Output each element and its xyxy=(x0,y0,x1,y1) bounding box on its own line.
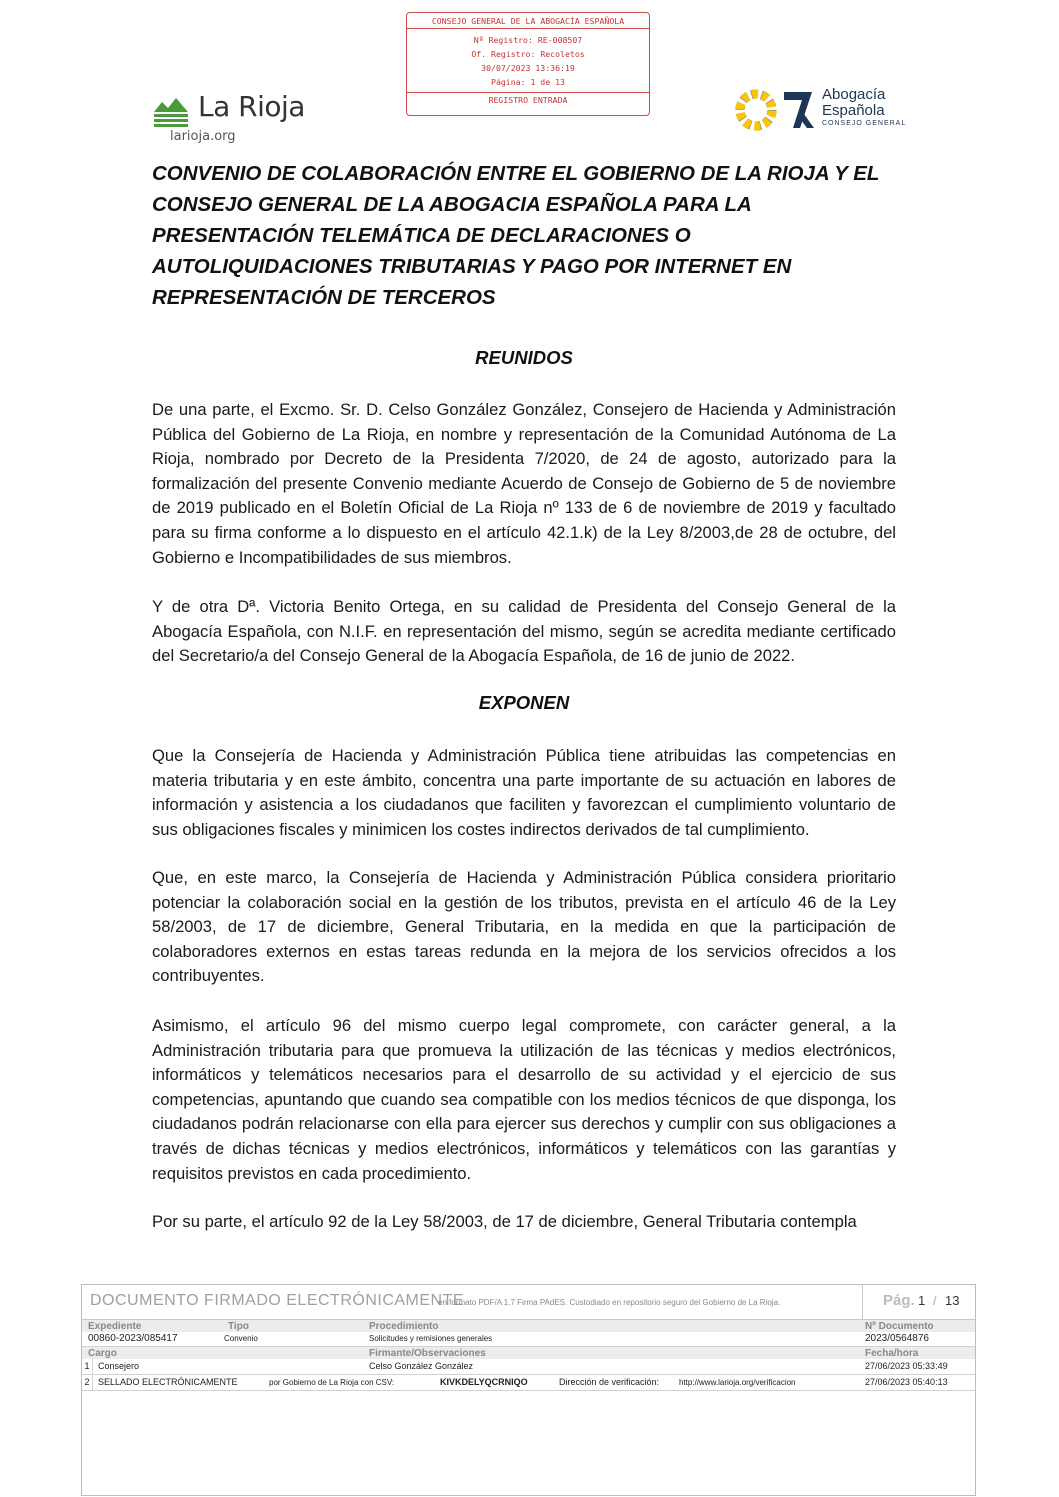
registry-stamp xyxy=(406,12,650,116)
value-tipo: Convenio xyxy=(224,1334,258,1343)
meta-value-row xyxy=(82,1332,975,1347)
sdg-wheel-icon xyxy=(734,88,778,132)
paragraph-5: Asimismo, el artículo 96 del mismo cuerpo legal compromete, con carácter general, a la Administración tributaria para que promueva la utilización de las técnicas y medios electrónicos, informáticos y telemáticos necesarios para el desarrollo de su actividad y el ejercicio de sus competencias, apuntando que cuando sea compatible con los medios técnicos de que disponga, los ciudadanos podrán relacionarse con ella para ejercer sus derechos y cumplir con sus obligaciones a través de dichas técnicas y medios electrónicos, informáticos y telemáticos con las garantías y requisitos previstos en cada procedimiento. xyxy=(152,1016,896,1183)
header-firmante: Firmante/Observaciones xyxy=(369,1348,486,1359)
stamp-registro: Nº Registro: RE-008507 xyxy=(473,35,583,45)
stamp-footer: REGISTRO ENTRADA xyxy=(407,92,649,107)
header-fecha: Fecha/hora xyxy=(865,1348,919,1359)
footer-subtitle: en formato PDF/A 1.7 Firma PAdES. Custodiado en repositorio seguro del Gobierno de La Rioja. xyxy=(438,1298,781,1307)
signature-index: 2 xyxy=(82,1375,93,1390)
page-total: 13 xyxy=(945,1293,960,1308)
abogacia-a-icon xyxy=(782,90,816,130)
heading-exponen: EXPONEN xyxy=(478,692,570,713)
signature-fecha: 27/06/2023 05:40:13 xyxy=(865,1377,948,1387)
value-documento: 2023/0564876 xyxy=(865,1333,929,1344)
page-separator: / xyxy=(933,1293,937,1308)
stamp-header: CONSEJO GENERAL DE LA ABOGACÍA ESPAÑOLA xyxy=(407,13,649,29)
header-procedimiento: Procedimiento xyxy=(369,1321,439,1332)
stamp-pagina: Página: 1 de 13 xyxy=(491,77,565,87)
footer-title: DOCUMENTO FIRMADO ELECTRÓNICAMENTE xyxy=(90,1292,465,1309)
abogacia-line2: Española xyxy=(822,102,885,119)
page-label: Pág. xyxy=(883,1292,915,1309)
signature-footer xyxy=(81,1284,976,1496)
la-rioja-emblem-icon xyxy=(152,92,190,130)
paragraph-6: Por su parte, el artículo 92 de la Ley 58/2003, de 17 de diciembre, General Tributaria contempla xyxy=(152,1212,857,1231)
verification-link[interactable]: http://www.larioja.org/verificacion xyxy=(679,1378,796,1387)
value-procedimiento: Solicitudes y remisiones generales xyxy=(369,1334,493,1343)
paragraph-2: Y de otra Dª. Victoria Benito Ortega, en su calidad de Presidenta del Consejo General de la Abogacía Española, con N.I.F. en representación del mismo, según se acredita mediante certificado del Secretario/a del Consejo General de la Abogacía Española, de 16 de junio de 2022. xyxy=(152,597,896,666)
paragraph-3: Que la Consejería de Hacienda y Administración Pública tiene atribuidas las competencias en materia tributaria y en este ámbito, concentra una parte importante de su actuación en labores de información y asistencia a los ciudadanos que faciliten y favorezcan el cumplimiento voluntario de sus obligaciones fiscales y minimicen los costes indirectos derivados de tal cumplimiento. xyxy=(152,746,896,839)
signature-firmante: Celso González González xyxy=(369,1361,474,1371)
header-tipo: Tipo xyxy=(228,1321,249,1332)
stamp-oficina: Of. Registro: Recoletos xyxy=(471,49,585,59)
paragraph-1: De una parte, el Excmo. Sr. D. Celso González González, Consejero de Hacienda y Administración Pública del Gobierno de La Rioja, en nombre y representación de la Comunidad Autónoma de La Rioja, nombrado por Decreto de la Presidenta 7/2020, de 24 de agosto, autorizado para la formalización del presente Convenio mediante Acuerdo de Consejo de Gobierno de 5 de noviembre de 2019 publicado en el Boletín Oficial de La Rioja nº 133 de 6 de noviembre de 2019 y facultado para su firma conforme a lo dispuesto en el artículo 42.1.k) de la Ley 8/2003,de 28 de octubre, del Gobierno e Incompatibilidades de sus miembros. xyxy=(152,400,896,567)
document-title: CONVENIO DE COLABORACIÓN ENTRE EL GOBIERNO DE LA RIOJA Y EL CONSEJO GENERAL DE LA ABOGACIA ESPAÑOLA PARA LA PRESENTACIÓN TELEMÁTICA DE DECLARACIONES O AUTOLIQUIDACIONES TRIBUTARIAS Y PAGO POR INTERNET EN REPRESENTACIÓN DE TERCEROS xyxy=(152,162,880,309)
signature-cargo: SELLADO ELECTRÓNICAMENTE xyxy=(98,1377,238,1387)
abogacia-line3: CONSEJO GENERAL xyxy=(822,120,907,127)
abogacia-line1: Abogacía xyxy=(822,86,886,103)
abogacia-logo xyxy=(732,86,912,134)
signers-header-row xyxy=(82,1347,975,1359)
verification-label: Dirección de verificación: xyxy=(559,1377,660,1387)
header-documento: Nº Documento xyxy=(865,1321,934,1332)
la-rioja-url: larioja.org xyxy=(170,129,236,144)
signature-row xyxy=(82,1375,975,1391)
signature-fecha: 27/06/2023 05:33:49 xyxy=(865,1361,948,1371)
value-expediente: 00860-2023/085417 xyxy=(88,1333,178,1344)
signature-cargo: Consejero xyxy=(98,1361,140,1371)
page-current: 1 xyxy=(918,1293,926,1308)
stamp-fecha: 30/07/2023 13:36:19 xyxy=(481,63,575,73)
signature-csv-label: por Gobierno de La Rioja con CSV: xyxy=(269,1378,395,1387)
header-expediente: Expediente xyxy=(88,1321,142,1332)
page-indicator xyxy=(862,1285,975,1319)
heading-reunidos: REUNIDOS xyxy=(475,347,573,368)
signature-csv: KIVKDELYQCRNIQO xyxy=(440,1377,528,1387)
la-rioja-name: La Rioja xyxy=(198,90,305,123)
signature-row xyxy=(82,1359,975,1375)
meta-header-row xyxy=(82,1320,975,1332)
header-cargo: Cargo xyxy=(88,1348,117,1359)
la-rioja-logo xyxy=(152,88,332,150)
paragraph-4: Que, en este marco, la Consejería de Hacienda y Administración Pública considera prioritario potenciar la colaboración social en la gestión de los tributos, prevista en el artículo 46 de la Ley 58/2003, de 17 de diciembre, General Tributaria, en la medida en que la participación de colaboradores externos en estas tareas redunda en la mejora de los servicios ofrecidos a los contribuyentes. xyxy=(152,868,896,986)
signature-index: 1 xyxy=(82,1359,93,1374)
